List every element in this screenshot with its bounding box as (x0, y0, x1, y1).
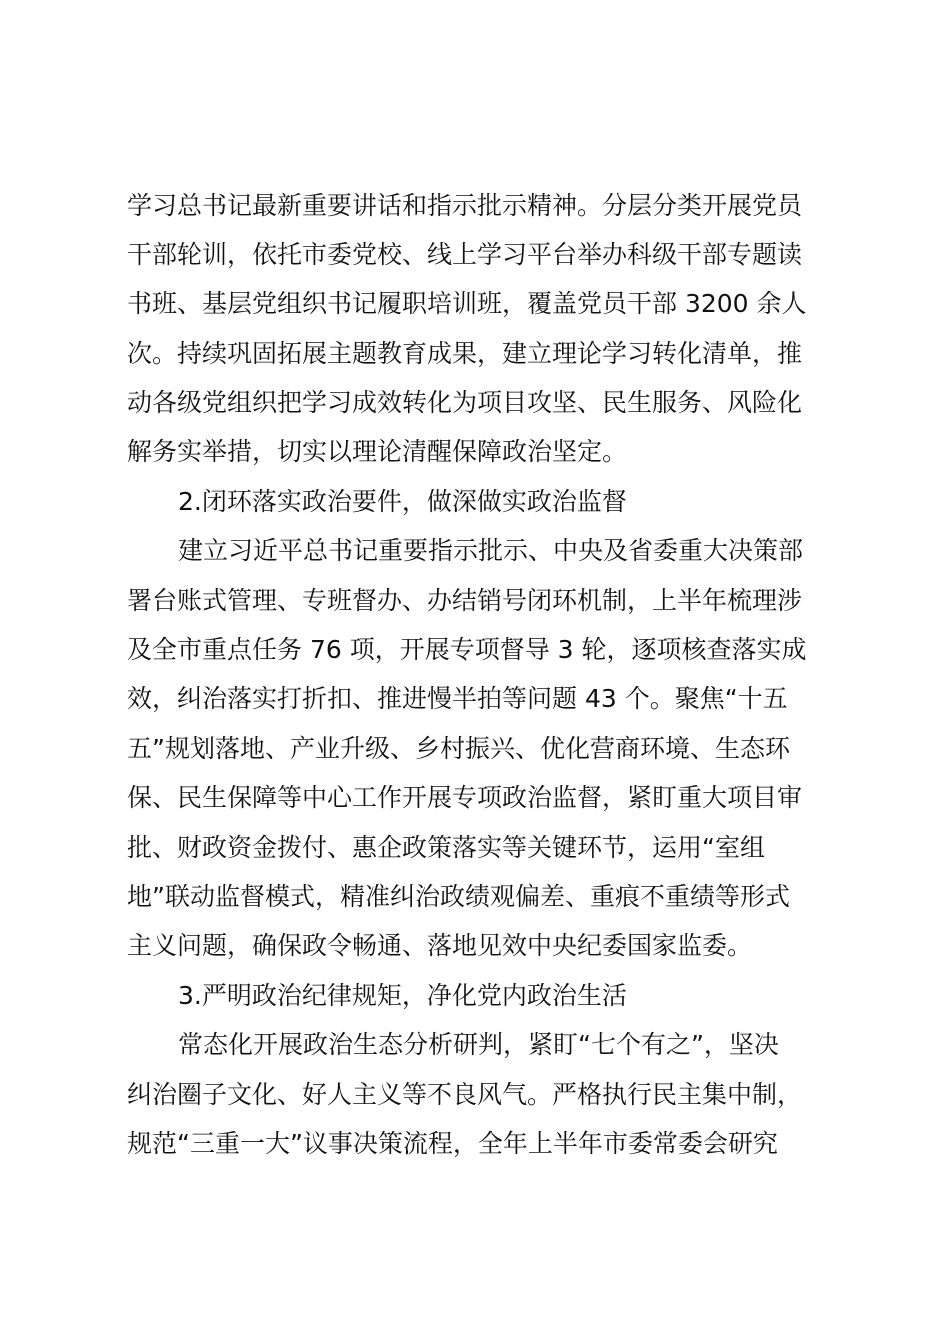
section-heading-3: 3.严明政治纪律规矩，净化党内政治生活 (178, 981, 627, 1010)
text-line-15: 地”联动监督模式，精准纠治政绩观偏差、重痕不重绩等形式 (127, 882, 790, 911)
text-line-12: 五”规划落地、产业升级、乡村振兴、优化营商环境、生态环 (127, 734, 790, 763)
text-line-16: 主义问题，确保政令畅通、落地见效中央纪委国家监委。 (127, 931, 753, 960)
text-line-11: 效，纠治落实打折扣、推进慢半拍等问题 43 个。聚焦“十五 (127, 684, 788, 713)
text-line-3: 书班、基层党组织书记履职培训班，覆盖党员干部 3200 余人 (127, 289, 807, 318)
text-line-14: 批、财政资金拨付、惠企政策落实等关键环节，运用“室组 (127, 833, 765, 862)
text-line-9: 署台账式管理、专班督办、办结销号闭环机制，上半年梳理涉 (127, 586, 803, 615)
text-line-8: 建立习近平总书记重要指示批示、中央及省委重大决策部 (178, 536, 804, 565)
text-line-6: 解务实举措，切实以理论清醒保障政治坚定。 (127, 437, 628, 466)
text-line-10: 及全市重点任务 76 项，开展专项督导 3 轮，逐项核查落实成 (127, 635, 807, 664)
text-line-4: 次。持续巩固拓展主题教育成果，建立理论学习转化清单，推 (127, 339, 803, 368)
text-line-1: 学习总书记最新重要讲话和指示批示精神。分层分类开展党员 (127, 191, 803, 220)
text-line-2: 干部轮训，依托市委党校、线上学习平台举办科级干部专题读 (127, 240, 803, 269)
text-line-13: 保、民生保障等中心工作开展专项政治监督，紧盯重大项目审 (127, 783, 803, 812)
text-line-20: 规范“三重一大”议事决策流程，全年上半年市委常委会研究 (127, 1129, 778, 1158)
text-line-18: 常态化开展政治生态分析研判，紧盯“七个有之”，坚决 (178, 1030, 779, 1059)
text-line-19: 纠治圈子文化、好人主义等不良风气。严格执行民主集中制， (127, 1080, 803, 1109)
text-line-5: 动各级党组织把学习成效转化为项目攻坚、民生服务、风险化 (127, 388, 803, 417)
section-heading-2: 2.闭环落实政治要件，做深做实政治监督 (178, 487, 627, 516)
